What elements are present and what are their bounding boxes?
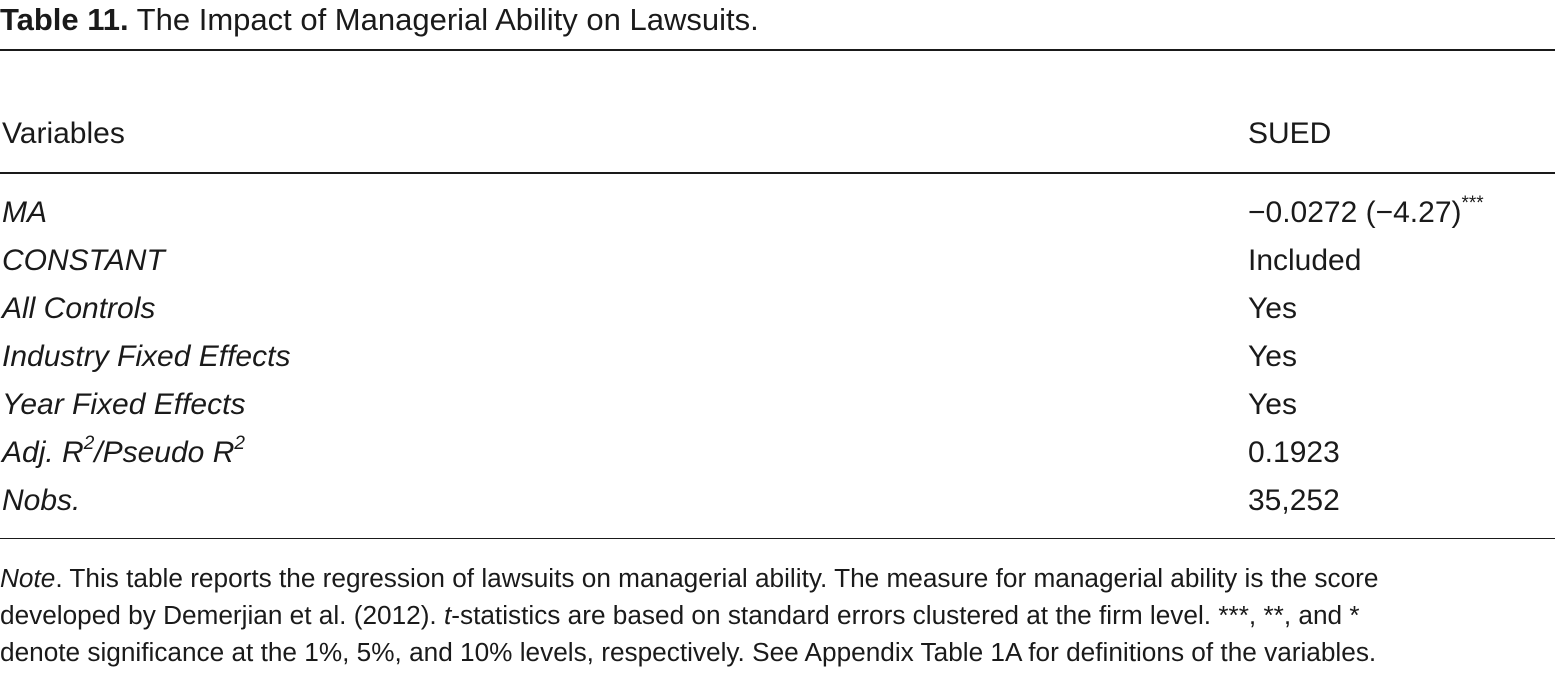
- note-text: . This table reports the regression of lawsuits on managerial ability. The measure for managerial ability is the score: [55, 563, 1379, 593]
- table-row: [0, 481, 1555, 521]
- bottom-rule: [0, 538, 1555, 539]
- table-title: The Impact of Managerial Ability on Lawsuits.: [136, 2, 759, 37]
- note-line: [0, 597, 1555, 634]
- label-part: /Pseudo R: [94, 436, 235, 469]
- table-number: Table 11.: [0, 2, 129, 37]
- row-value: Included: [1248, 244, 1362, 277]
- row-value: [1248, 193, 1484, 233]
- table-row: [0, 433, 1555, 473]
- significance-stars: ***: [1461, 193, 1484, 214]
- superscript: 2: [234, 433, 245, 454]
- row-label: Year Fixed Effects: [2, 388, 246, 421]
- t-statistic-symbol: t: [444, 600, 452, 630]
- table-header-row: [0, 114, 1555, 154]
- top-rule: [0, 49, 1555, 51]
- table-row: [0, 337, 1555, 377]
- row-label: CONSTANT: [2, 244, 165, 277]
- row-value: Yes: [1248, 388, 1297, 421]
- label-part: Adj. R: [2, 436, 84, 469]
- row-label: MA: [2, 196, 47, 229]
- table-row: [0, 289, 1555, 329]
- row-label: Industry Fixed Effects: [2, 340, 291, 373]
- row-value: Yes: [1248, 340, 1297, 373]
- row-label: All Controls: [2, 292, 156, 325]
- row-value: Yes: [1248, 292, 1297, 325]
- note-text: -statistics are based on standard errors clustered at the firm level. ***, **, and *: [451, 600, 1360, 630]
- note-text: developed by Demerjian et al. (2012).: [0, 600, 444, 630]
- row-value: 0.1923: [1248, 436, 1340, 469]
- note-line: denote significance at the 1%, 5%, and 10% levels, respectively. See Appendix Table 1A for definitions of the variables.: [0, 637, 1377, 667]
- superscript: 2: [83, 433, 95, 454]
- table-row: [0, 241, 1555, 281]
- row-label: Nobs.: [2, 484, 81, 517]
- header-variables: Variables: [2, 117, 125, 150]
- table-note: [0, 560, 1555, 671]
- row-label: [2, 433, 245, 473]
- table-row: [0, 385, 1555, 425]
- row-value: 35,252: [1248, 484, 1340, 517]
- coefficient-value: −0.0272 (−4.27): [1248, 196, 1462, 229]
- note-line: [0, 560, 1555, 597]
- header-sued: SUED: [1248, 117, 1332, 150]
- header-rule: [0, 172, 1555, 174]
- table-row: [0, 193, 1555, 233]
- note-label: Note: [0, 563, 56, 593]
- table-caption: [0, 2, 759, 38]
